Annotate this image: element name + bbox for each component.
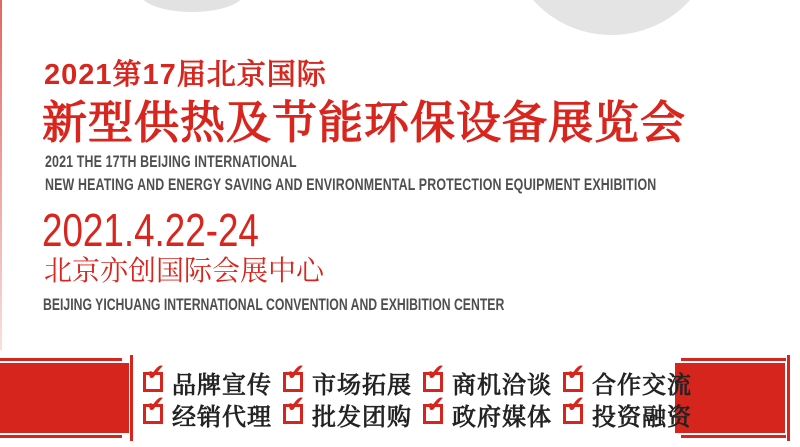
checkbox-icon — [423, 360, 446, 392]
tag-label: 商机洽谈 — [452, 371, 552, 399]
tag-label: 合作交流 — [592, 371, 692, 399]
feature-tags — [143, 360, 692, 431]
red-rule-right-bottom — [681, 435, 786, 438]
checkbox-icon — [563, 392, 586, 424]
feature-tags-row-2 — [143, 392, 692, 431]
check-icon: ✔ — [566, 360, 586, 386]
red-edge-line-decor — [0, 0, 2, 350]
title-cn-main: 新型供热及节能环保设备展览会 — [42, 97, 687, 148]
checkbox-icon — [563, 360, 586, 392]
red-rule-right-vertical — [787, 355, 790, 441]
event-date: 2021.4.22-24 — [42, 204, 259, 256]
tag-label: 政府媒体 — [452, 403, 552, 431]
checkbox-icon — [283, 392, 306, 424]
check-icon: ✔ — [146, 360, 166, 386]
venue-cn: 北京亦创国际会展中心 — [44, 255, 325, 286]
title-en — [45, 150, 656, 196]
tag-label: 市场拓展 — [312, 371, 412, 399]
check-icon: ✔ — [426, 392, 446, 418]
checkbox-icon — [143, 392, 166, 424]
title-en-line1: 2021 THE 17TH BEIJING INTERNATIONAL — [45, 152, 297, 171]
checkbox-icon — [423, 392, 446, 424]
check-icon: ✔ — [426, 360, 446, 386]
checkbox-icon — [283, 360, 306, 392]
tag-label: 投资融资 — [592, 403, 692, 431]
tag-item — [563, 392, 692, 432]
title-en-line2: NEW HEATING AND ENERGY SAVING AND ENVIRONMENTAL PROTECTION EQUIPMENT EXHIBITION — [45, 175, 657, 194]
check-icon: ✔ — [146, 392, 166, 418]
red-rule-right-top — [681, 358, 786, 361]
check-icon: ✔ — [566, 392, 586, 418]
gray-ellipse-decor — [140, 0, 244, 12]
tag-label: 经销代理 — [172, 403, 272, 431]
feature-tags-row-1 — [143, 360, 692, 399]
tag-label: 品牌宣传 — [172, 371, 272, 399]
check-icon: ✔ — [286, 360, 306, 386]
red-rule-left-top — [0, 358, 122, 361]
tag-item — [283, 392, 412, 432]
red-rule-left-bottom — [0, 435, 122, 438]
tag-item — [143, 392, 272, 432]
gray-circle-decor — [506, 0, 717, 35]
tag-label: 批发团购 — [312, 403, 412, 431]
red-block-left — [0, 363, 129, 433]
tag-item — [423, 392, 552, 432]
red-rule-left-vertical — [130, 355, 133, 441]
check-icon: ✔ — [286, 392, 306, 418]
checkbox-icon — [143, 360, 166, 392]
venue-en: BEIJING YICHUANG INTERNATIONAL CONVENTION AND EXHIBITION CENTER — [43, 295, 505, 314]
title-cn-subline: 2021第17届北京国际 — [44, 59, 327, 91]
